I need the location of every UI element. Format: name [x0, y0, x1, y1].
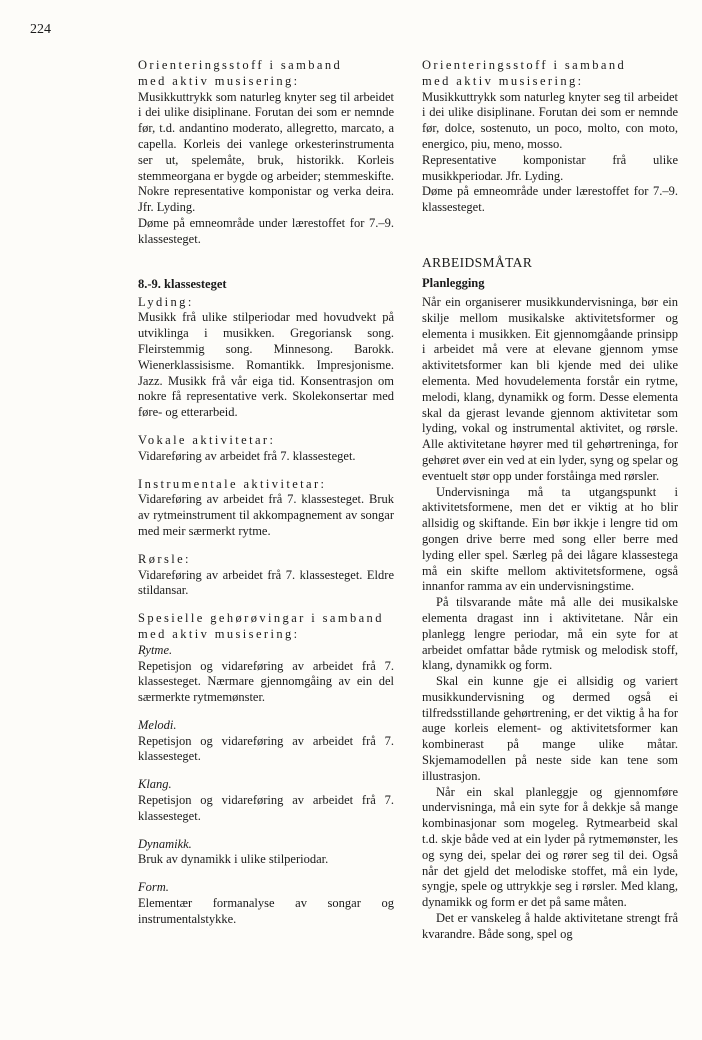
orient-text: Musikkuttrykk som naturleg knyter seg til arbeidet i dei ulike disiplinane. Forutan dei som er nemnde før, dolce, sostenuto, un poco, molto, con moto, energico, piu, meno, mosso.	[422, 89, 678, 151]
paragraph: Når ein skal planleggje og gjennomføre undervisninga, må ein syte for å dekkje så mange kombinasjonar som mogeleg. Rytmearbeid skal t.d. skje både ved at ein lyder på rytmemønster, les og syng dei, spelar dei og rører seg til dei. Også når det gjeld det melodiske stoffet, må ein lyde, syngje, spele og uttrykkje seg i rørsler. Med klang, dynamikk og form er det på same måten.	[422, 784, 678, 910]
orient-text: Musikkuttrykk som naturleg knyter seg til arbeidet i dei ulike disiplinane. Forutan dei som er nemnde før, t.d. andantino moderato, allegretto, marcato, a capella. Korleis dei vanlege orkesterinstrumenta ser ut, spelemåte, bruk, historikk. Korleis stemmeorgana er bygde og arbeider; stemmeskifte. Nokre representative komponistar og verka deira. Jfr. Lyding.	[138, 89, 394, 215]
page-number: 224	[30, 22, 51, 37]
rytme-label: Rytme.	[138, 642, 173, 657]
form-label: Form.	[138, 880, 169, 895]
vokale-text: Vidareføring av arbeidet frå 7. klassesteget.	[138, 448, 356, 463]
rorsle-text: Vidareføring av arbeidet frå 7. klassesteget. Eldre stildansar.	[138, 567, 394, 598]
paragraph: Undervisninga må ta utgangspunkt i aktivitetsformene, men det er viktig at ho blir allsidig og skiftande. Ein bør ikkje i lengre tid om gongen drive berre med song eller berre med lyding eller spel. Særleg på dei lågare klassestega må ein skifte mellom aktivitetsformene, også innanfor ramma av ein undervisningstime.	[422, 484, 678, 594]
left-column	[138, 58, 394, 928]
instrumentale-label: Instrumentale aktivitetar:	[138, 476, 327, 491]
orient-heading-line-2: med aktiv musisering:	[138, 73, 300, 88]
melodi-label: Melodi.	[138, 717, 177, 732]
lyding-text: Musikk frå ulike stilperiodar med hovudvekt på utviklinga i musikken. Gregoriansk song. Fleirstemmig song. Minnesong. Barokk. Wienerklassisisme. Romantikk. Impresjonisme. Jazz. Musikk frå vår eiga tid. Konsentrasjon om nokre få representative verk. Skolekonsertar med føre- og etterarbeid.	[138, 310, 394, 420]
instrumentale-text: Vidareføring av arbeidet frå 7. klassesteget. Bruk av rytmeinstrument til akkompagnement av songar med meir særmerkt rytme.	[138, 492, 394, 538]
paragraph: Når ein organiserer musikkundervisninga, bør ein skilje mellom musikalske aktivitetsformer og elementa i musikken. Eit gjennomgåande prinsipp i arbeidet må vere at elevane gjennom ymse aktivitetsformer kan bli kjende med dei ulike elementa. Med hovudelementa forstår ein rytme, melodi, klang, dynamikk og form. Desse elementa skal da gjerast levande gjennom aktivitetar som lyding, vokal og instrumental aktivitet, og rørsle. Alle aktivitetane høyrer med til gehørtreninga, for gehøret øver ein ved at ein lyder, syng og spelar og eventuelt stør opp under forståinga med rørsler.	[422, 294, 678, 483]
paragraph: På tilsvarande måte må alle dei musikalske elementa dragast inn i aktivitetane. Når ein planlegg lengre periodar, må ein syte for at arbeidet omfattar både rytmisk og melodisk stoff, klang, dynamikk og form.	[422, 595, 678, 673]
orient-text-composers: Representative komponistar frå ulike musikkperiodar. Jfr. Lyding.	[422, 152, 678, 183]
right-column	[422, 58, 678, 943]
paragraph: Skal ein kunne gje ei allsidig og variert musikkundervisning og dermed også ei tilfredsstillande gehørtrening, er det viktig å ha for auge korleis element- og aktivitetsformer kan kombinerast på mange ulike måtar. Skjemamodellen på neste side kan tene som illustrasjon.	[422, 674, 678, 783]
spesielle-heading: Spesielle gehørøvingar i samband	[138, 611, 384, 626]
orient-note: Døme på emneområde under lærestoffet for 7.–9. klassesteget.	[422, 184, 678, 215]
form-text: Elementær formanalyse av songar og instrumentalstykke.	[138, 896, 394, 926]
vokale-label: Vokale aktivitetar:	[138, 432, 276, 447]
klang-text: Repetisjon og vidareføring av arbeidet frå 7. klassesteget.	[138, 793, 394, 823]
section-heading: ARBEIDSMÅTAR	[422, 254, 533, 270]
orient-heading-line-2: med aktiv musisering:	[422, 73, 584, 88]
dynamikk-text: Bruk av dynamikk i ulike stilperiodar.	[138, 852, 329, 867]
orient-heading: Orienteringsstoff i samband	[138, 58, 343, 72]
dynamikk-label: Dynamikk.	[138, 836, 192, 851]
klang-label: Klang.	[138, 777, 172, 792]
spesielle-heading-line-2: med aktiv musisering:	[138, 626, 300, 641]
orient-note: Døme på emneområde under lærestoffet for 7.–9. klassesteget.	[138, 215, 394, 246]
rorsle-label: Rørsle:	[138, 551, 191, 566]
rytme-text: Repetisjon og vidareføring av arbeidet frå 7. klassesteget. Nærmare gjennomgåing av ein del særmerkte rytmemønster.	[138, 658, 394, 705]
orient-heading: Orienteringsstoff i samband	[422, 58, 627, 72]
lyding-label: Lyding:	[138, 294, 194, 309]
paragraph: Det er vanskeleg å halde aktivitetane strengt frå kvarandre. Både song, spel og	[422, 911, 678, 941]
sub-heading: Planlegging	[422, 275, 485, 290]
melodi-text: Repetisjon og vidareføring av arbeidet frå 7. klassesteget.	[138, 733, 394, 764]
grade-heading: 8.-9. klassesteget	[138, 276, 227, 291]
